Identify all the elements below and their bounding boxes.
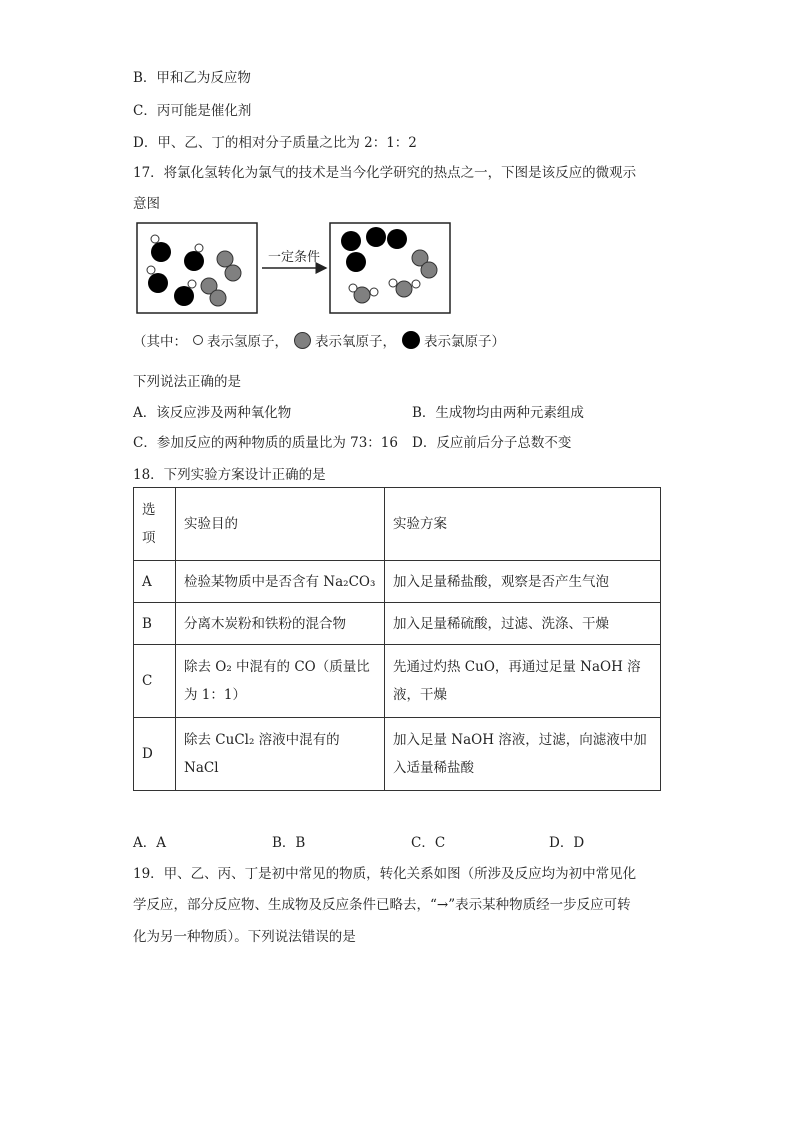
hydrogen-atom bbox=[412, 280, 420, 288]
row-purpose: 除去 O₂ 中混有的 CO（质量比为 1：1） bbox=[176, 645, 385, 718]
reaction-micro-diagram bbox=[136, 221, 456, 321]
header-purpose: 实验目的 bbox=[176, 488, 385, 561]
hydrogen-atom bbox=[151, 235, 159, 243]
q18-answer-d: D．D bbox=[549, 835, 585, 851]
chlorine-atom bbox=[148, 273, 168, 293]
row-plan: 加入足量稀盐酸，观察是否产生气泡 bbox=[385, 561, 661, 603]
row-plan: 加入足量 NaOH 溶液，过滤，向滤液中加入适量稀盐酸 bbox=[385, 718, 661, 791]
q18-answer-b: B．B bbox=[272, 835, 306, 851]
q17-question: 下列说法正确的是 bbox=[133, 374, 241, 390]
q17-option-a: A．该反应涉及两种氧化物 bbox=[133, 405, 292, 421]
q18-answer-c: C．C bbox=[411, 835, 446, 851]
row-option: D bbox=[134, 718, 176, 791]
row-option: A bbox=[134, 561, 176, 603]
hydrogen-legend-icon bbox=[193, 335, 203, 345]
chlorine-legend-icon bbox=[402, 331, 420, 349]
row-purpose: 检验某物质中是否含有 Na₂CO₃ bbox=[176, 561, 385, 603]
arrow-label: 一定条件 bbox=[267, 249, 321, 264]
header-plan: 实验方案 bbox=[385, 488, 661, 561]
q19-line1: 19．甲、乙、丙、丁是初中常见的物质，转化关系如图（所涉及反应均为初中常见化 bbox=[133, 866, 637, 882]
table-row bbox=[134, 645, 661, 718]
legend-oxygen: 表示氧原子， bbox=[315, 334, 396, 350]
q18-answer-a: A．A bbox=[133, 835, 166, 851]
row-plan: 加入足量稀硫酸，过滤、洗涤、干燥 bbox=[385, 603, 661, 645]
hydrogen-atom bbox=[349, 284, 357, 292]
oxygen-atom bbox=[225, 265, 241, 281]
oxygen-atom bbox=[421, 262, 437, 278]
chlorine-atom bbox=[151, 242, 171, 262]
row-option: C bbox=[134, 645, 176, 718]
q17-option-d: D．反应前后分子总数不变 bbox=[412, 435, 572, 451]
table-row bbox=[134, 718, 661, 791]
oxygen-atom bbox=[396, 281, 412, 297]
row-purpose: 除去 CuCl₂ 溶液中混有的 NaCl bbox=[176, 718, 385, 791]
q17-stem-line2: 意图 bbox=[133, 196, 160, 212]
q19-line2: 学反应，部分反应物、生成物及反应条件已略去，“→”表示某种物质经一步反应可转 bbox=[133, 897, 631, 913]
hydrogen-atom bbox=[370, 288, 378, 296]
hydrogen-atom bbox=[389, 279, 397, 287]
table-row bbox=[134, 603, 661, 645]
header-option: 选项 bbox=[134, 488, 176, 561]
q17-stem-line1: 17．将氯化氢转化为氯气的技术是当今化学研究的热点之一，下图是该反应的微观示 bbox=[133, 165, 637, 181]
chlorine-atom bbox=[346, 252, 366, 272]
row-plan: 先通过灼热 CuO，再通过足量 NaOH 溶液，干燥 bbox=[385, 645, 661, 718]
q17-option-b: B．生成物均由两种元素组成 bbox=[412, 405, 584, 421]
q18-stem: 18．下列实验方案设计正确的是 bbox=[133, 467, 326, 483]
hydrogen-atom bbox=[188, 280, 196, 288]
chlorine-atom bbox=[341, 231, 361, 251]
oxygen-atom bbox=[210, 290, 226, 306]
experiment-plan-table bbox=[133, 487, 661, 791]
row-option: B bbox=[134, 603, 176, 645]
atom-legend bbox=[133, 330, 505, 350]
q16-option-d: D．甲、乙、丁的相对分子质量之比为 2：1：2 bbox=[133, 135, 417, 151]
q17-option-c: C．参加反应的两种物质的质量比为 73：16 bbox=[133, 435, 398, 451]
legend-hydrogen: 表示氢原子， bbox=[207, 334, 288, 350]
hydrogen-atom bbox=[147, 266, 155, 274]
chlorine-atom bbox=[387, 229, 407, 249]
table-row bbox=[134, 561, 661, 603]
chlorine-atom bbox=[366, 227, 386, 247]
legend-prefix: （其中： bbox=[133, 334, 187, 350]
q19-line3: 化为另一种物质）。下列说法错误的是 bbox=[133, 929, 356, 945]
row-purpose: 分离木炭粉和铁粉的混合物 bbox=[176, 603, 385, 645]
chlorine-atom bbox=[184, 251, 204, 271]
hydrogen-atom bbox=[195, 244, 203, 252]
table-header-row bbox=[134, 488, 661, 561]
legend-chlorine: 表示氯原子） bbox=[424, 334, 505, 350]
q16-option-c: C．丙可能是催化剂 bbox=[133, 103, 252, 119]
chlorine-atom bbox=[174, 286, 194, 306]
q16-option-b: B．甲和乙为反应物 bbox=[133, 70, 251, 86]
oxygen-legend-icon bbox=[294, 332, 311, 349]
oxygen-atom bbox=[217, 251, 233, 267]
